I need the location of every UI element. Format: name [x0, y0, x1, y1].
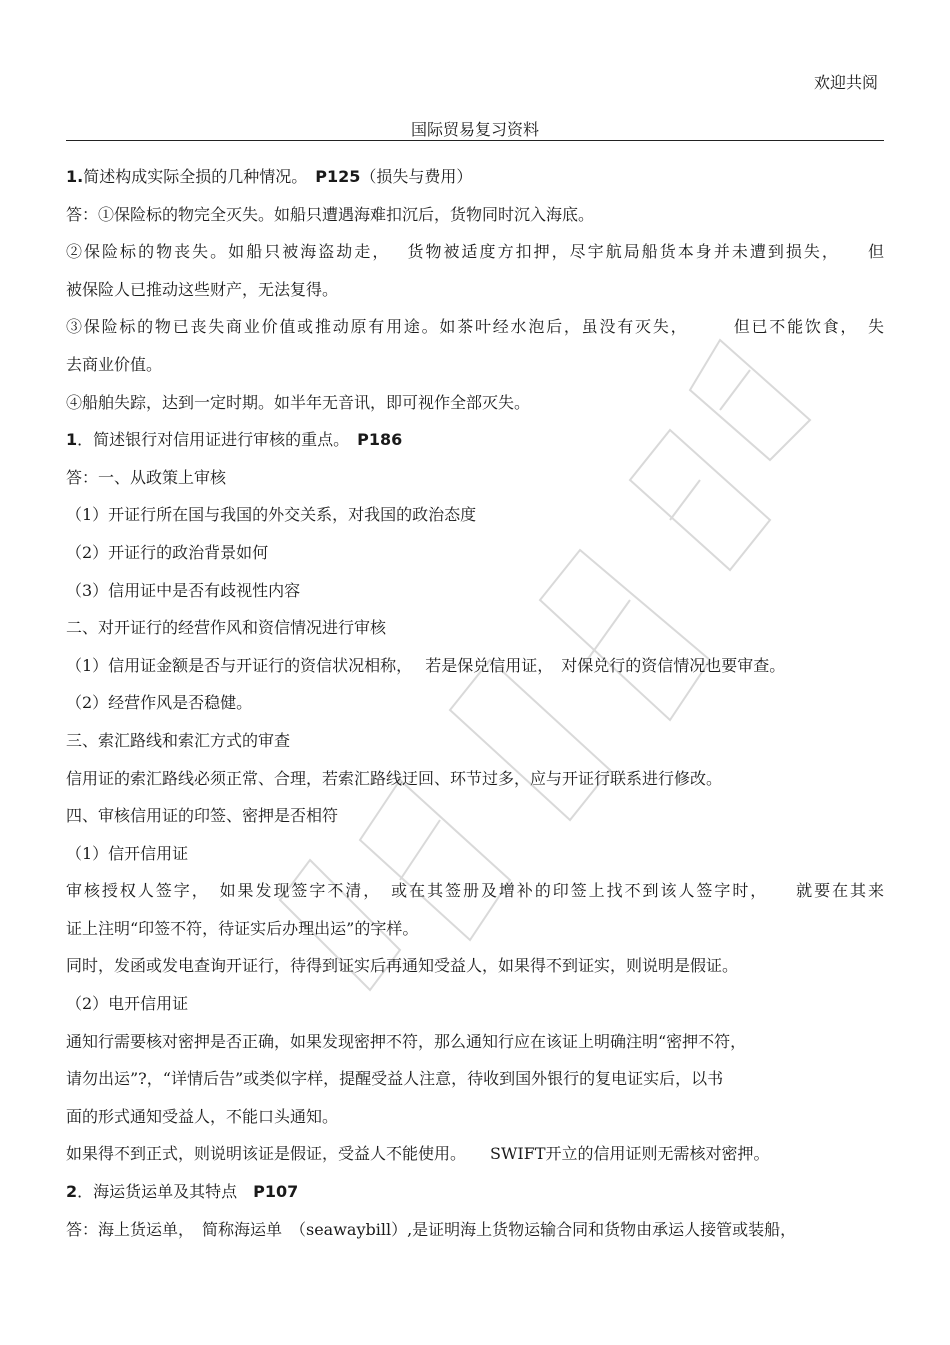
text-line: 答：海上货运单， 简称海运单 （seawaybill）,是证明海上货物运输合同和货物由承运人接管或装船， [66, 1219, 797, 1239]
text-line: 被保险人已推动这些财产，无法复得。 [66, 279, 339, 299]
text-line: 信用证的索汇路线必须正常、合理，若索汇路线迂回、环节过多，应与开证行联系进行修改。 [66, 768, 723, 788]
text-line: （2）开证行的政治背景如何 [66, 542, 269, 562]
text-line: （1）信用证金额是否与开证行的资信状况相称， 若是保兑信用证， 对保兑行的资信情况也要审查。 [66, 655, 786, 675]
header-rule [66, 140, 884, 141]
header-corner-text: 欢迎共阅 [813, 73, 878, 92]
text-line: 2．海运货运单及其特点 P107 [66, 1182, 299, 1202]
text-line: 答：一、从政策上审核 [66, 467, 227, 487]
text-line: （2）电开信用证 [66, 994, 189, 1014]
text-line: 如果得不到正式，则说明该证是假证，受益人不能使用。 SWIFT开立的信用证则无需核对密押。 [66, 1144, 770, 1164]
text-line: 审核授权人签字， 如果发现签字不清， 或在其签册及增补的印签上找不到该人签字时， 就要在其来 [66, 881, 884, 901]
text-line: ②保险标的物丧失。如船只被海盗劫走， 货物被适度方扣押，尽宇航局船货本身并未遭到损失， 但 [66, 242, 884, 262]
document-body [66, 158, 884, 1248]
text-line: 1．简述银行对信用证进行审核的重点。 P186 [66, 430, 403, 450]
text-line: ④船舶失踪，达到一定时期。如半年无音讯，即可视作全部灭失。 [66, 392, 531, 412]
text-line: 通知行需要核对密押是否正确，如果发现密押不符，那么通知行应在该证上明确注明“密押不符， [66, 1031, 747, 1051]
text-line: 1.简述构成实际全损的几种情况。 P125（损失与费用） [66, 167, 473, 186]
document-title: 国际贸易复习资料 [410, 120, 539, 139]
text-line: 面的形式通知受益人，不能口头通知。 [66, 1106, 339, 1126]
text-line: （1）信开信用证 [66, 843, 189, 863]
text-line: ③保险标的物已丧失商业价值或推动原有用途。如茶叶经水泡后，虽没有灭失， 但已不能饮食， 失 [66, 317, 884, 337]
text-line: 去商业价值。 [66, 354, 163, 374]
text-line: （3）信用证中是否有歧视性内容 [66, 580, 301, 600]
text-line: 四、审核信用证的印签、密押是否相符 [66, 806, 339, 826]
text-line: （1）开证行所在国与我国的外交关系，对我国的政治态度 [66, 505, 477, 525]
text-line: 答：①保险标的物完全灭失。如船只遭遇海难扣沉后，货物同时沉入海底。 [66, 204, 595, 224]
text-line: 同时，发函或发电查询开证行，待得到证实后再通知受益人，如果得不到证实，则说明是假证。 [66, 956, 739, 976]
text-line: （2）经营作风是否稳健。 [66, 693, 253, 713]
text-line: 三、索汇路线和索汇方式的审查 [66, 730, 291, 750]
text-line: 请勿出运”?，“详情后告”或类似字样，提醒受益人注意，待收到国外银行的复电证实后，以书 [66, 1069, 724, 1089]
text-line: 二、对开证行的经营作风和资信情况进行审核 [66, 618, 387, 638]
text-line: 证上注明“印签不符，待证实后办理出运”的字样。 [66, 918, 419, 938]
